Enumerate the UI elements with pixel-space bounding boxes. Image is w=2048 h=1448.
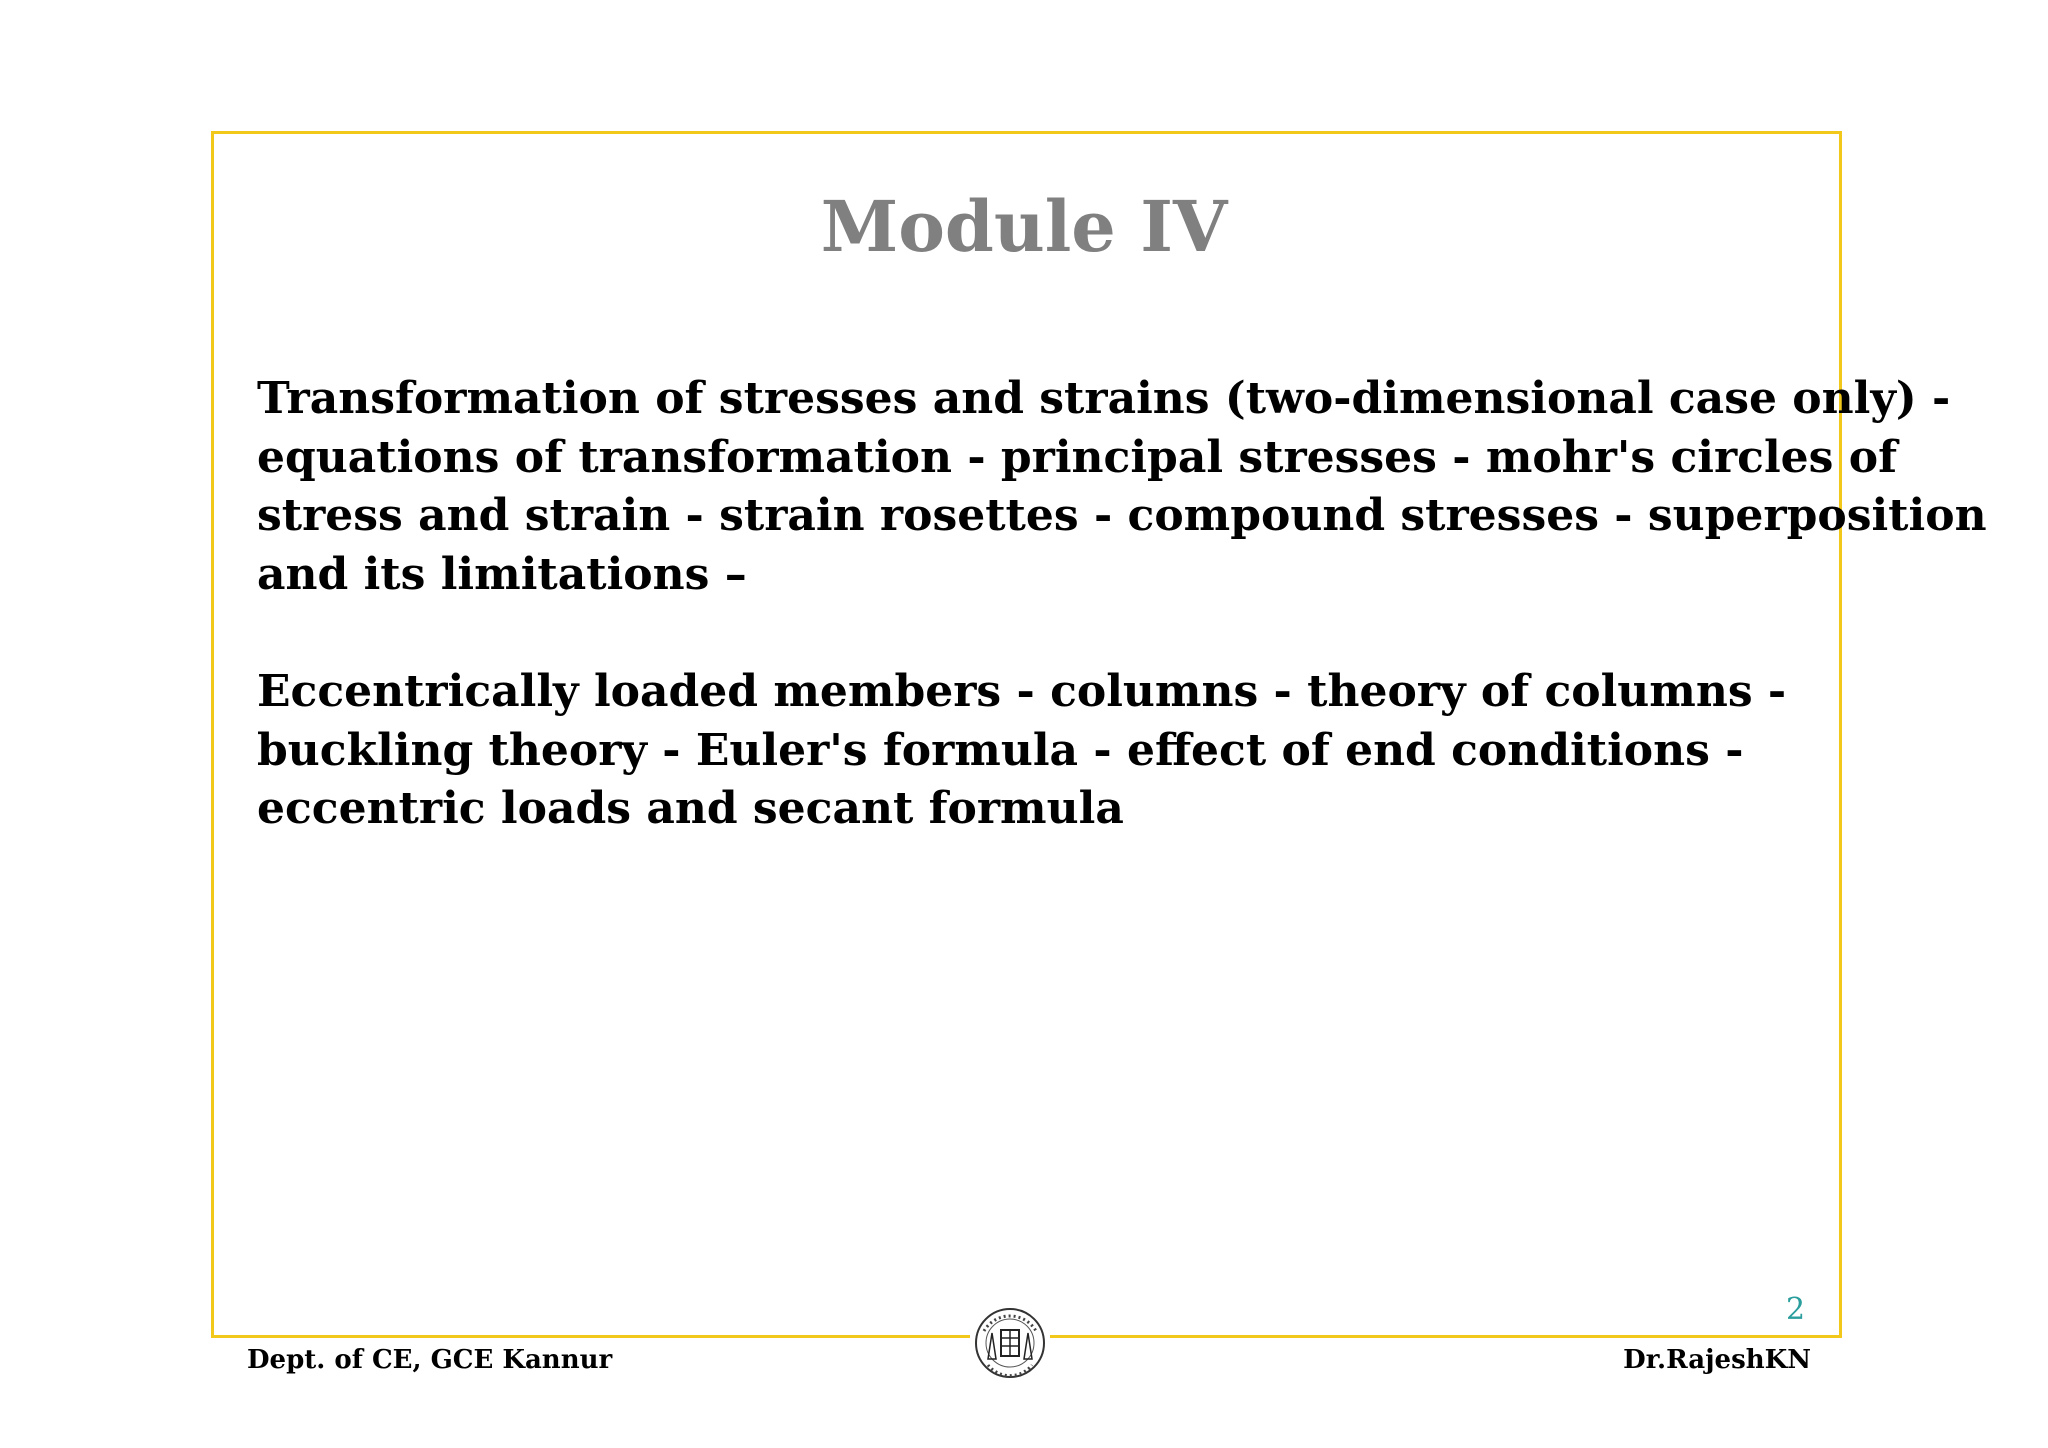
footer-author: Dr.RajeshKN <box>1623 1345 1811 1375</box>
paragraph-line: Eccentrically loaded members - columns - theory of columns - <box>257 666 1787 717</box>
paragraph-line: equations of transformation - principal stresses - mohr's circles of <box>257 431 1898 483</box>
paragraph-line: Transformation of stresses and strains (two-dimensional case only) - <box>257 373 1951 424</box>
paragraph-line: stress and strain - strain rosettes - compound stresses - superposition <box>257 490 1987 541</box>
paragraph-line: and its limitations – <box>257 548 747 600</box>
paragraph-line: eccentric loads and secant formula <box>257 783 1124 834</box>
slide-title: Module IV <box>820 185 1228 268</box>
page-number: 2 <box>1786 1292 1806 1327</box>
footer-department: Dept. of CE, GCE Kannur <box>247 1345 613 1375</box>
paragraph-columns <box>257 663 1817 839</box>
paragraph-line: buckling theory - Euler's formula - effect of end conditions - <box>257 724 1744 776</box>
college-emblem-icon <box>970 1303 1050 1383</box>
paragraph-transformation <box>257 370 1987 604</box>
